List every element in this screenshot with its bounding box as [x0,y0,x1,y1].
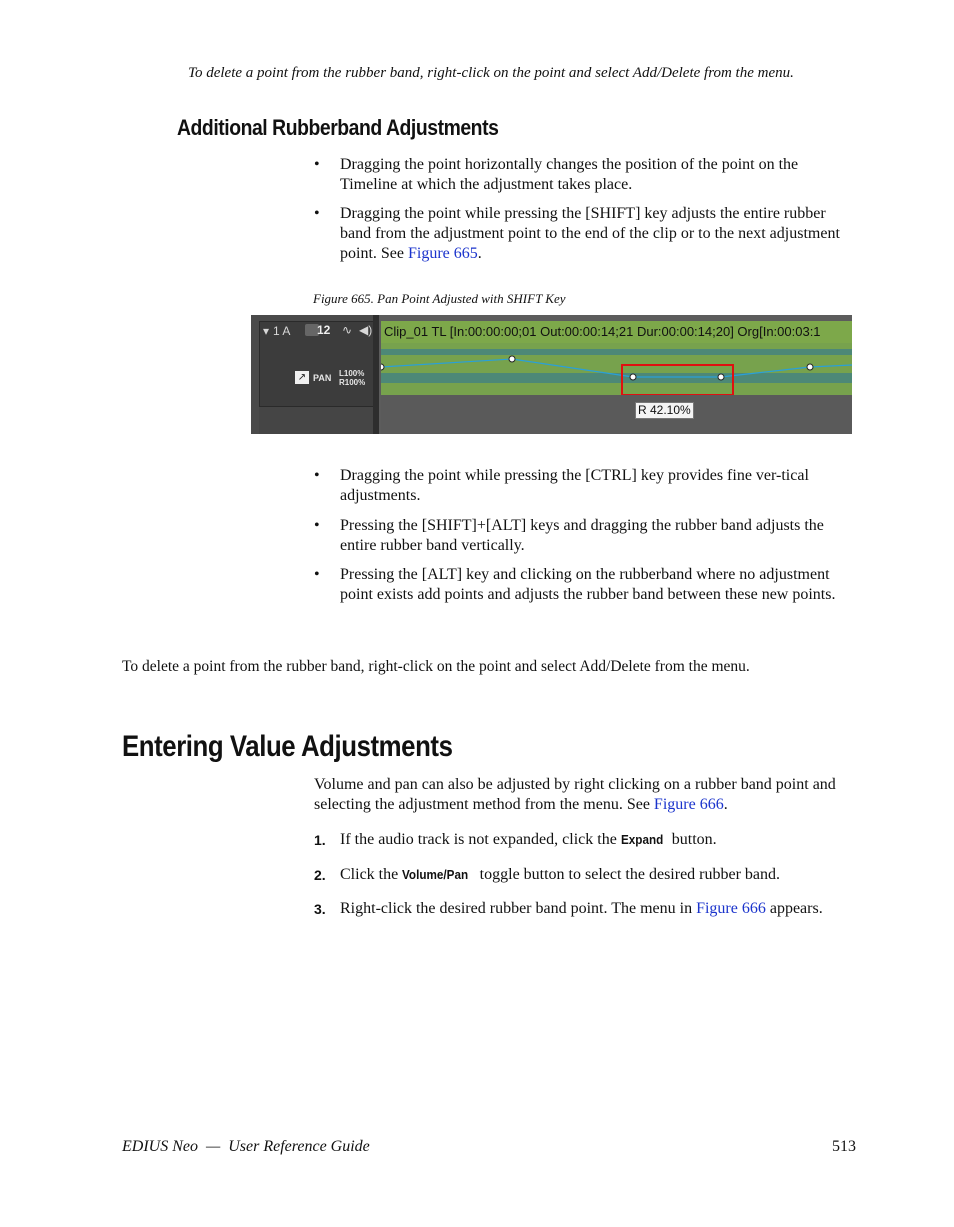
step-text [340,899,859,919]
step-number: 3. [314,901,326,917]
bullet-text: Pressing the [ALT] key and clicking on the rubberband where no adjustment point exists add points and adjusts the rubber band between these new points. [340,566,836,603]
step-text [340,865,859,885]
delete-note: To delete a point from the rubber band, right-click on the point and select Add/Delete from the menu. [122,658,750,675]
intro-end: . [723,796,728,813]
track-expand-icon[interactable]: ▾ [263,324,270,338]
volume-pan-button-label: Volume/Pan [402,867,469,882]
clip-header-text: Clip_01 TL [In:00:00:00;01 Out:00:00:14;21 Dur:00:00:14;20] Org[In:00:03:1 [384,324,821,339]
page-number: 513 [832,1138,856,1155]
figure-666-link[interactable]: Figure 666 [696,900,766,917]
track-number: 12 [317,323,331,337]
pan-right-value: R100% [339,378,366,387]
bullet-text [340,204,859,264]
intro-text: Volume and pan can also be adjusted by right clicking on a rubber band point and selecting the adjustment method from the menu. See [314,776,836,813]
track-separator [373,315,379,434]
footer-title: EDIUS Neo — User Reference Guide [122,1138,370,1155]
bullet-dot: • [314,156,320,173]
clip-waveform-svg [381,343,852,395]
step-after: toggle button to select the desired rubber band. [479,866,781,883]
step-before: If the audio track is not expanded, click the [340,831,617,848]
bullet-text: Pressing the [SHIFT]+[ALT] keys and dragging the rubber band adjusts the entire rubber band vertically. [340,517,824,554]
bullet-text: Dragging the point while pressing the [CTRL] key provides fine ver-tical adjustments. [340,467,809,504]
track-label: 1 A [273,324,291,338]
section-title-entering: Entering Value Adjustments [122,730,453,763]
step-number: 1. [314,832,326,848]
figure-666-link[interactable]: Figure 666 [653,796,724,813]
step-text [340,830,859,850]
bullet-dot: • [314,467,320,484]
speaker-icon[interactable]: ◀) [359,323,373,337]
bullet-text: Dragging the point horizontally changes the position of the point on the Timeline at which the adjustment takes place. [340,156,799,193]
bullet-item [314,466,859,506]
step-number: 2. [314,867,326,883]
step-item [314,830,859,850]
rubber-band-point[interactable] [630,374,636,380]
bullet-text-main: Dragging the point while pressing the [SHIFT] key adjusts the entire rubber band from the adjustment point to the end of the clip or to the next adjustment point. See [340,205,840,262]
volume-pan-toggle-icon[interactable]: ↗ [295,371,309,384]
header-note: To delete a point from the rubber band, right-click on the point and select Add/Delete from the menu. [188,65,794,81]
step-item [314,865,859,885]
bullet-text-end: . [477,245,482,262]
rubber-band-point[interactable] [807,364,813,370]
step-item [314,899,859,919]
clip-lower-area [381,395,852,434]
clip-header[interactable] [381,321,852,343]
bullet-dot: • [314,517,320,534]
pan-values [339,369,365,387]
bullet-dot: • [314,205,320,222]
bullet-item [314,204,859,264]
step-before: Right-click the desired rubber band point. The menu in [340,900,693,917]
step-after: appears. [769,900,823,917]
pan-label: PAN [313,373,332,383]
bullet-item [314,516,859,556]
step-before: Click the [340,866,399,883]
step-after: button. [671,831,717,848]
intro-paragraph [314,775,859,815]
waveform-icon[interactable]: ∿ [342,323,353,337]
figure-665-link[interactable]: Figure 665 [408,245,478,262]
rubber-band-point[interactable] [381,364,384,370]
track-header-lower [259,407,373,434]
section-title-additional: Additional Rubberband Adjustments [177,115,499,140]
bullet-item [314,565,859,605]
waveform-upper [381,349,852,355]
bullet-item [314,155,859,195]
timeline-figure [251,315,852,434]
figure-caption: Figure 665. Pan Point Adjusted with SHIFT Key [313,291,566,306]
pan-value-tooltip: R 42.10% [635,402,694,419]
rubber-band-point[interactable] [509,356,515,362]
rubber-band-point[interactable] [718,374,724,380]
clip-waveform-area[interactable] [381,343,852,395]
bullet-dot: • [314,566,320,583]
pan-left-value: L100% [339,369,365,378]
expand-button-label: Expand [620,832,664,847]
